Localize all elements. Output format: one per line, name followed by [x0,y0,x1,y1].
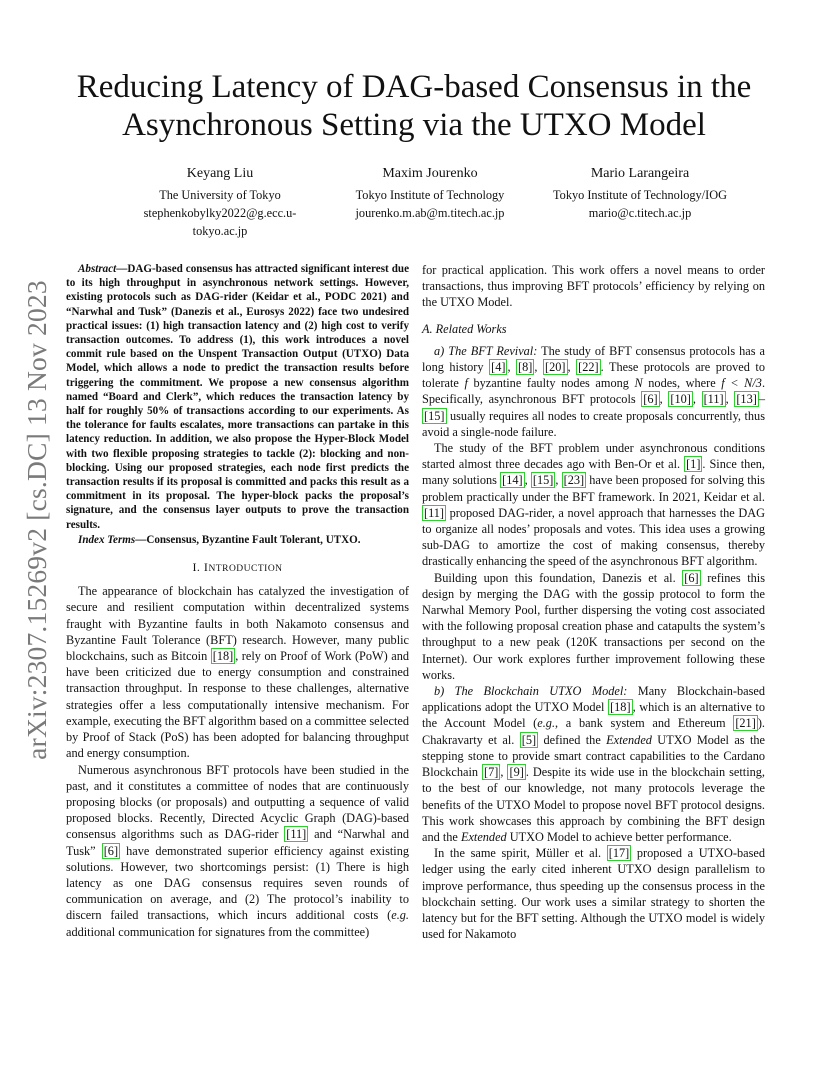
citation-link[interactable]: [20] [545,360,566,375]
citation-link[interactable]: [1] [686,457,701,472]
citation-link[interactable]: [6] [643,392,658,407]
right-column [422,262,765,942]
intro-paragraph-2: Numerous asynchronous BFT protocols have been studied in the past, and it constitutes a committee of nodes that are continuously proposing blocks (or proposals) and outputting a sequence of valid proposed blocks. Recently, Directed Acyclic Graph (DAG)-based consensus algorithms such as DAG-rider [11] and “Narwhal and Tusk” [6] have demonstrated superior efficiency against existing solutions. However, two shortcomings persist: (1) There is high latency as one DAG consensus requires seven rounds of communication on average, and (2) The protocol’s inability to discern failed transactions, which incurs additional costs (e.g. additional communication for signatures from the committee) [66,762,409,939]
author-affiliation: Tokyo Institute of Technology [355,188,505,202]
citation-link[interactable]: [18] [212,649,234,664]
author-email: jourenko.m.ab@m.titech.ac.jp [355,206,505,220]
citation-link[interactable]: [9] [509,765,524,780]
arxiv-identifier-stamp [22,280,52,760]
abstract [66,262,409,532]
paper-title: Reducing Latency of DAG-based Consensus in the Asynchronous Setting via the UTXO Model [76,69,752,143]
author-name: Maxim Jourenko [382,166,478,181]
citation-link[interactable]: [10] [670,392,691,407]
paragraph-utxo-model: b) The Blockchain UTXO Model: Many Blockchain-based applications adopt the UTXO Model [18] , which is an alternative to the Account Model (e.g., a bank system and Ethereum [21] ). Chakravarty et al. [5] defined the Extended UTXO Model as the stepping stone to provide smart contract capabilities to the Cardano Blockchain [7] , [9] . Despite its wide use in the blockchain setting, to the best of our knowledge, not many protocols leverage the benefits of the UTXO Model to propose novel BFT protocol designs. This work showcases this approach by combining the BFT design and the Extended UTXO Model to achieve better performance. [422,684,766,844]
paragraph-muller: In the same spirit, Müller et al. [17] proposed a UTXO-based ledger using the early cited inherent UTXO design parallelism to improve performance, thus speeding up the consensus process in the blockchain setting. Our work uses a similar strategy to shorten the latency but for the BFT setting. Although the UTXO model is widely used for Nakamoto [422,846,765,942]
index-terms-text: —Consensus, Byzantine Fault Tolerant, UTXO. [135,533,361,546]
citation-link[interactable]: [11] [703,392,724,407]
citation-link[interactable]: [14] [502,473,523,488]
citation-link[interactable]: [7] [484,765,499,780]
paragraph-bft-revival: a) The BFT Revival: The study of BFT consensus protocols has a long history [4] , [8] , [20] , [22] . These protocols are proved to tolerate f byzantine faulty nodes among N nodes, where f < N/3. Specifically, asynchronous BFT protocols [6] , [10] , [11] , [13] –[15] usually requires all nodes to create proposals concurrently, thus avoid a single-node failure. [422,343,766,439]
citation-link[interactable]: [15] [532,473,554,488]
author-name: Keyang Liu [186,166,254,181]
index-terms-lead: Index Terms [78,533,136,546]
arxiv-id: arXiv:2307.15269v2 [cs.DC] 13 Nov 2023 [21,280,52,760]
citation-link[interactable]: [23] [563,473,585,488]
author-block-1 [120,164,320,240]
citation-link[interactable]: [15] [424,408,445,423]
paragraph-async-bft: The study of the BFT problem under asynchronous conditions started almost three decades ago with Ben-Or et al. [1] . Since then, many solutions [14] , [15] , [23] have been proposed for solving this problem practically under the BFT framework. In 2021, Keidar et al. [11] proposed DAG-rider, a novel approach that harnesses the DAG to organize all nodes’ proposals and votes. This idea uses a growing sub-DAG to amortize the cost of making consensus, thereby drastically enhancing the speed of the asynchronous BFT algorithm. [422,441,765,569]
subsection-heading-related-works: A. Related Works [422,321,507,336]
inequality: f < N/3 [721,376,762,391]
citation-link[interactable]: [4] [491,360,506,375]
citation-link[interactable]: [13] [736,392,757,407]
citation-link[interactable]: [11] [286,827,307,842]
author-email: mario@c.titech.ac.jp [588,206,692,220]
citation-link[interactable]: [17] [608,846,630,861]
paragraph-narwhal: Building upon this foundation, Danezis et al. [6] refines this design by merging the DAG with the gossip protocol to form the Narwhal Memory Pool, further dispersing the voting cost associated with the following proposal creation phase and catapults the system’s throughput to a new peak (120K transactions per second on the Internet). Our work explores further improvement following these works. [422,570,765,682]
citation-link[interactable]: [11] [424,505,445,520]
author-block-2 [330,164,530,222]
intro-paragraph-continued: for practical application. This work offers a novel means to order transactions, thus improving BFT protocols’ efficiency by relying on the UTXO Model. [422,263,765,310]
citation-link[interactable]: [8] [518,360,533,375]
author-affiliation: Tokyo Institute of Technology/IOG [553,188,727,202]
author-name: Mario Larangeira [590,166,690,181]
intro-paragraph-1: The appearance of blockchain has catalyzed the investigation of secure and resilient computation within decentralized systems fraught with Byzantine faults in both Nakamoto consensus and Byzantine Fault Tolerance (BFT) research. However, many public blockchains, such as Bitcoin [18] , rely on Proof of Work (PoW) and have been criticized due to energy consumption and constrained transaction throughput. In response to these challenges, alternative strategies offer a less computationally intensive mechanism. For example, executing the BFT algorithm based on a committee selected by Proof of Stack (PoS) has been adopted for balancing throughput and energy consumption. [66,584,409,761]
citation-link[interactable]: [22] [578,360,599,375]
citation-link[interactable]: [6] [103,843,119,858]
section-heading-introduction: I. INTRODUCTION [192,560,283,575]
citation-link[interactable]: [6] [684,570,699,585]
citation-link[interactable]: [21] [735,716,756,731]
author-affiliation: The University of Tokyo [159,188,281,202]
index-terms [66,533,409,547]
paragraph-heading: b) The Blockchain UTXO Model: [434,684,628,699]
abstract-text: —DAG-based consensus has attracted significant interest due to its high throughput in asynchronous network settings. However, existing protocols such as DAG-rider (Keidar et al., PODC 2021) and “Narwhal and Tusk” (Danezis et al., Eurosys 2022) face two undesired practical issues: (1) high transaction latency and (2) high cost to verify transaction outcomes. To address (1), this work introduces a novel commit rule based on the Unspent Transaction Output (UTXO) Data Model, which allows a node to predict the transaction results before triggering the commitment. We propose a new consensus algorithm named “Board and Clerk”, which reduces the transaction latency by half for roughly 50% of transactions according to our experiments. As the tolerance for faults escalates, more transactions can partake in this latency reduction. In addition, we also propose the Hyper-Block Model with two flexible proposing strategies to tackle (2): blocking and non-blocking. Using our proposed strategies, each node first predicts the transaction results if its proposal is committed and packs this result as a commitment in its proposal. The hyper-block packs the proposal’s signature, and the consensus layer outputs to prove the transaction results. [66,263,409,531]
left-column [66,262,409,940]
citation-link[interactable]: [5] [521,732,537,747]
paragraph-heading: a) The BFT Revival: [434,343,538,358]
citation-link[interactable]: [18] [610,700,631,715]
author-email: stephenkobylky2022@g.ecc.u-tokyo.ac.jp [143,206,297,238]
abstract-lead: Abstract [78,263,117,275]
author-block-3 [530,164,750,222]
